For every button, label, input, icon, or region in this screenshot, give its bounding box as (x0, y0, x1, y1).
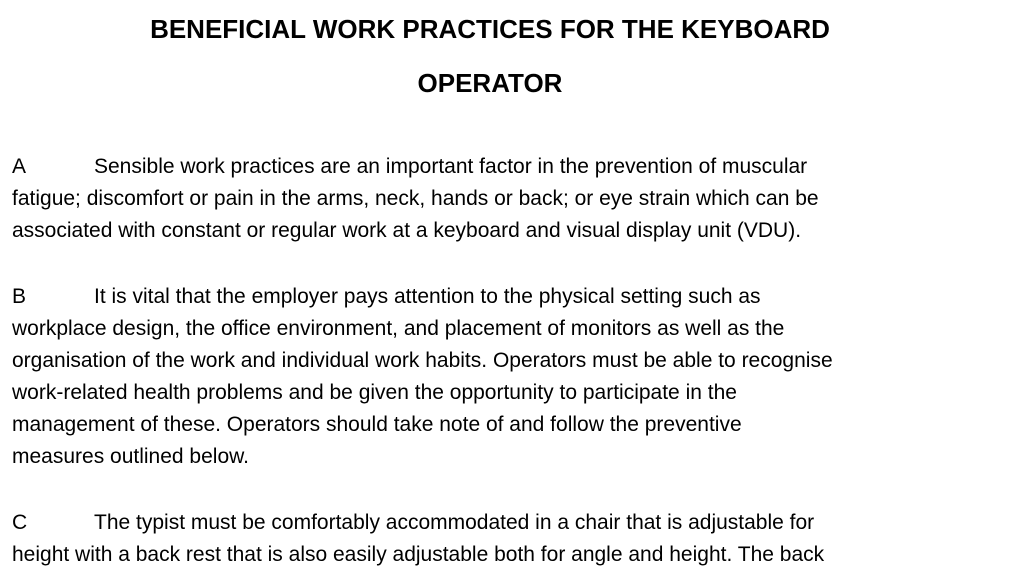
document-title-line-2: OPERATOR (417, 68, 563, 98)
paragraph-marker: B (12, 285, 27, 308)
paragraph-text: The typist must be comfortably accommodated in a chair that is adjustable for (94, 511, 815, 534)
paragraph-line: management of these. Operators should take note of and follow the preventive (12, 413, 742, 436)
paragraph-text: It is vital that the employer pays attention to the physical setting such as (94, 285, 761, 308)
paragraph-line (12, 507, 1012, 539)
paragraph-line: height with a back rest that is also easily adjustable both for angle and height. The back (12, 543, 825, 566)
paragraph-line: fatigue; discomfort or pain in the arms, neck, hands or back; or eye strain which can be (12, 187, 819, 210)
paragraph-text: Sensible work practices are an important factor in the prevention of muscular (94, 155, 808, 178)
paragraph-c (12, 507, 1012, 571)
paragraph-line (12, 151, 1012, 183)
paragraph-a (12, 151, 1012, 247)
paragraph-line: measures outlined below. (12, 445, 249, 468)
paragraph-line: workplace design, the office environment, and placement of monitors as well as the (12, 317, 785, 340)
document-title-line-1: BENEFICIAL WORK PRACTICES FOR THE KEYBOARD (150, 14, 830, 44)
paragraph-line: organisation of the work and individual work habits. Operators must be able to recognise (12, 349, 833, 372)
paragraph-line: work-related health problems and be given the opportunity to participate in the (12, 381, 737, 404)
paragraph-marker: A (12, 155, 27, 178)
paragraph-b (12, 281, 1012, 473)
paragraph-marker: C (12, 511, 28, 534)
paragraph-line (12, 281, 1012, 313)
paragraph-line: associated with constant or regular work at a keyboard and visual display unit (VDU). (12, 219, 802, 242)
